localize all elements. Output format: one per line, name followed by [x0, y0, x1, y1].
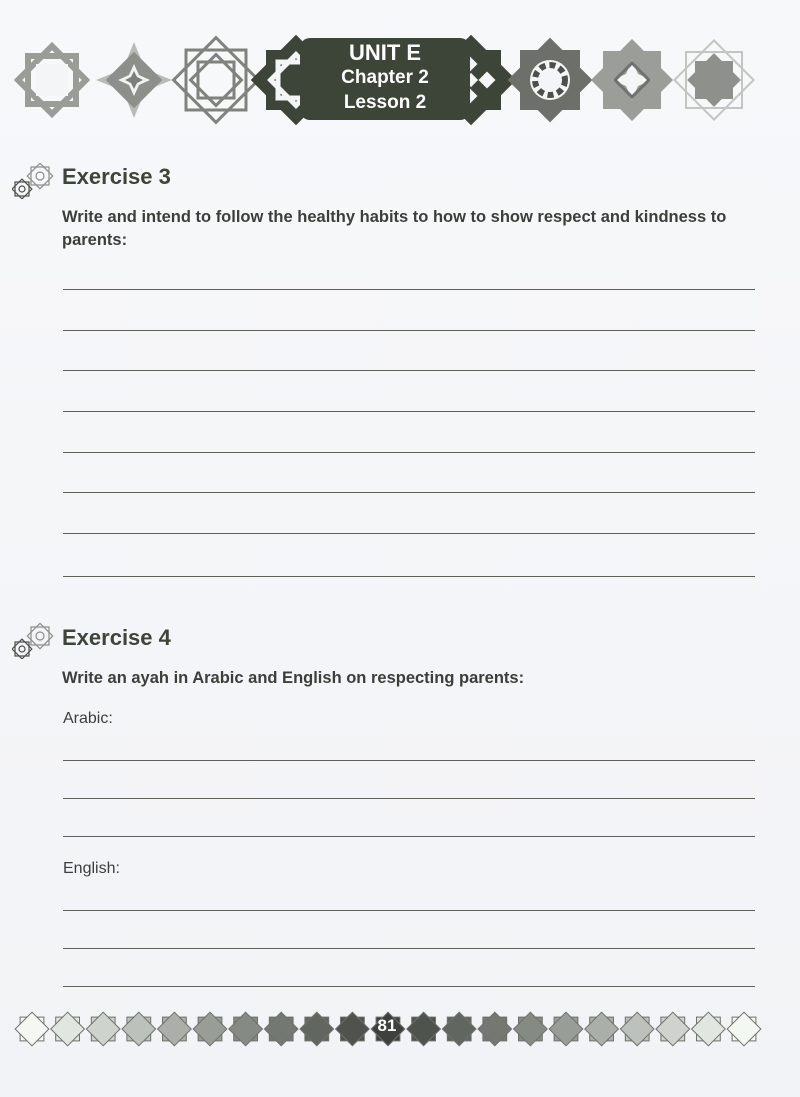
exercise-4-heading: Exercise 4	[62, 625, 171, 650]
border-star	[264, 1012, 298, 1046]
border-star	[514, 1012, 548, 1046]
arabic-label: Arabic:	[63, 710, 113, 727]
writing-line[interactable]	[63, 411, 755, 412]
border-star	[620, 1012, 654, 1046]
writing-line-english[interactable]	[63, 948, 755, 949]
star-knot-icon	[591, 39, 673, 121]
rotating-squares-icon	[18, 46, 86, 114]
exercise-3-prompt: Write and intend to follow the healthy habits to how to show respect and kindness to parents:	[62, 208, 727, 249]
border-star	[229, 1012, 263, 1046]
writing-line[interactable]	[63, 576, 755, 577]
border-star	[86, 1012, 120, 1046]
border-star	[478, 1012, 512, 1046]
english-label: English:	[63, 860, 120, 877]
border-star	[407, 1012, 441, 1046]
border-star	[442, 1012, 476, 1046]
border-star	[336, 1012, 370, 1046]
writing-line-english[interactable]	[63, 986, 755, 987]
writing-line-arabic[interactable]	[63, 760, 755, 761]
writing-line-english[interactable]	[63, 910, 755, 911]
lesson-label: Lesson 2	[343, 92, 427, 113]
unit-title-block	[300, 40, 470, 115]
border-star	[727, 1012, 761, 1046]
page-number: 81	[377, 1016, 397, 1035]
twin-rosettes-icon	[12, 163, 56, 199]
border-star	[158, 1012, 192, 1046]
border-star	[15, 1012, 49, 1046]
unit-label: UNIT E	[348, 40, 422, 65]
solid-star-icon	[674, 40, 753, 119]
border-star	[656, 1012, 690, 1046]
border-star	[122, 1012, 156, 1046]
border-star	[692, 1012, 726, 1046]
octagram-icon	[174, 38, 259, 123]
writing-line-arabic[interactable]	[63, 798, 755, 799]
star-lattice-icon	[96, 42, 172, 118]
writing-line[interactable]	[63, 370, 755, 371]
writing-line[interactable]	[63, 492, 755, 493]
chapter-label: Chapter 2	[341, 67, 429, 88]
flower-ring-icon	[508, 38, 593, 123]
writing-line[interactable]	[63, 533, 755, 534]
exercise-3-heading: Exercise 3	[62, 164, 171, 189]
exercise-4-prompt: Write an ayah in Arabic and English on respecting parents:	[62, 669, 525, 687]
border-star	[549, 1012, 583, 1046]
border-star	[51, 1012, 85, 1046]
border-star	[585, 1012, 619, 1046]
writing-line[interactable]	[63, 289, 755, 290]
twin-rosettes-icon	[12, 623, 56, 659]
writing-line[interactable]	[63, 452, 755, 453]
writing-line-arabic[interactable]	[63, 836, 755, 837]
border-star	[300, 1012, 334, 1046]
writing-line[interactable]	[63, 330, 755, 331]
border-star	[193, 1012, 227, 1046]
